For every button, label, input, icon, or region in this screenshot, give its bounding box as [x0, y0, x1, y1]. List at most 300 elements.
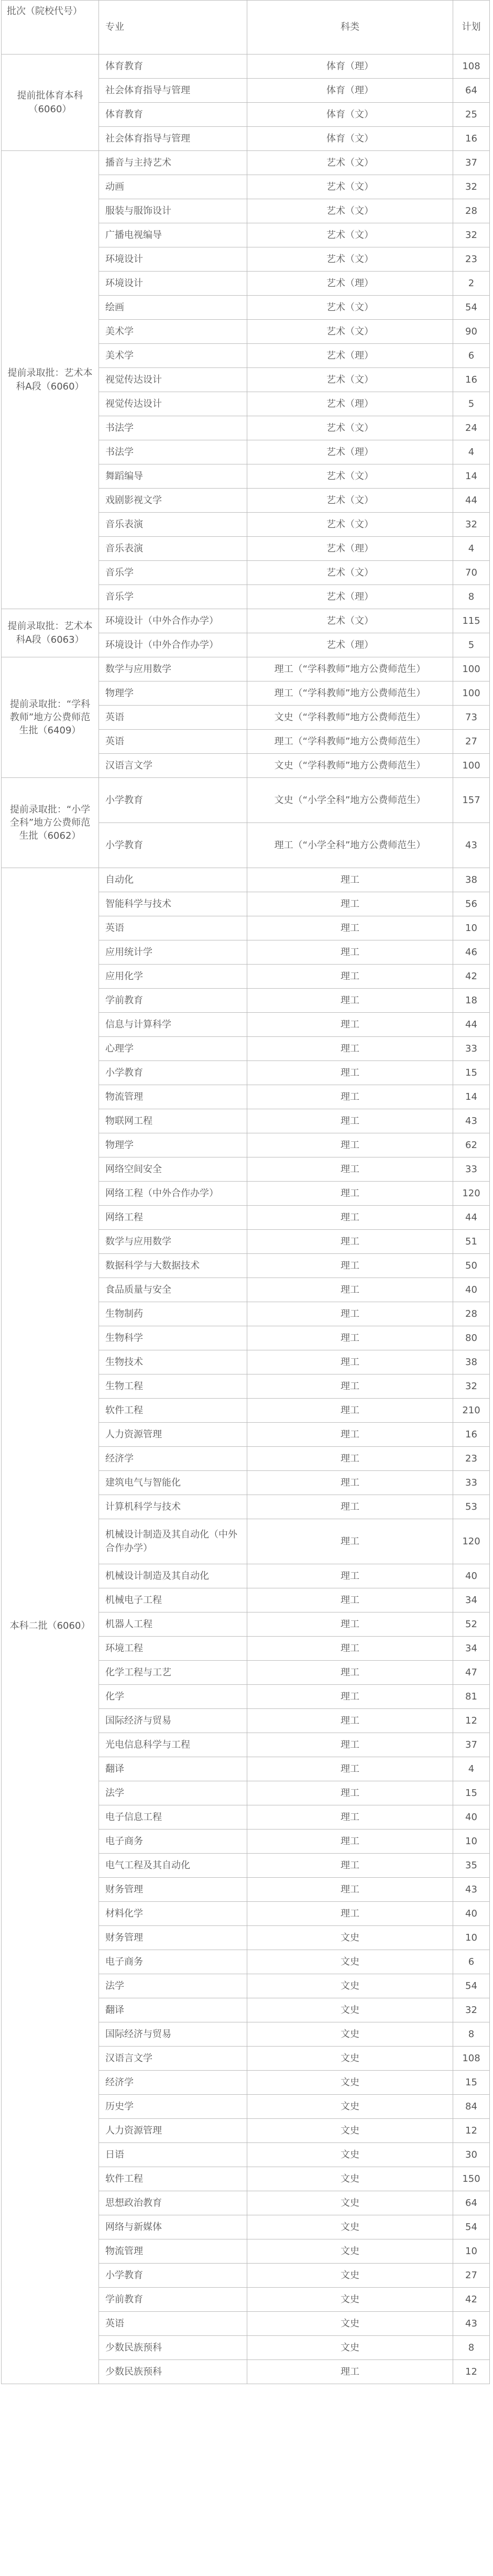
category-cell: 理工 [247, 1182, 453, 1206]
major-cell: 机械电子工程 [99, 1588, 247, 1612]
major-cell: 播音与主持艺术 [99, 151, 247, 175]
category-cell: 理工 [247, 1447, 453, 1471]
category-cell: 文史 [247, 2047, 453, 2071]
major-cell: 戏剧影视文学 [99, 489, 247, 513]
category-cell: 理工 [247, 916, 453, 940]
category-cell: 理工（“学科教师”地方公费师范生） [247, 730, 453, 754]
major-cell: 英语 [99, 706, 247, 730]
category-cell: 理工 [247, 892, 453, 916]
major-cell: 翻译 [99, 1998, 247, 2022]
major-cell: 化学工程与工艺 [99, 1661, 247, 1685]
plan-cell: 16 [453, 368, 490, 392]
table-row [2, 609, 490, 633]
plan-cell: 100 [453, 681, 490, 706]
major-cell: 音乐学 [99, 585, 247, 609]
category-cell: 文史 [247, 2119, 453, 2143]
category-cell: 理工（“学科教师”地方公费师范生） [247, 657, 453, 681]
category-cell: 艺术（理） [247, 537, 453, 561]
table-row [2, 151, 490, 175]
major-cell: 材料化学 [99, 1902, 247, 1926]
plan-cell: 27 [453, 2264, 490, 2288]
category-cell: 理工 [247, 2360, 453, 2384]
table-row [2, 657, 490, 681]
plan-cell: 32 [453, 175, 490, 199]
plan-cell: 84 [453, 2095, 490, 2119]
category-cell: 文史 [247, 2215, 453, 2239]
plan-cell: 50 [453, 1254, 490, 1278]
category-cell: 艺术（文） [247, 223, 453, 247]
category-cell: 艺术（文） [247, 296, 453, 320]
category-cell: 理工 [247, 1805, 453, 1830]
category-cell: 理工 [247, 1326, 453, 1350]
plan-cell: 44 [453, 1206, 490, 1230]
major-cell: 社会体育指导与管理 [99, 79, 247, 103]
major-cell: 少数民族预科 [99, 2336, 247, 2360]
category-cell: 艺术（文） [247, 247, 453, 272]
major-cell: 智能科学与技术 [99, 892, 247, 916]
plan-cell: 73 [453, 706, 490, 730]
category-cell: 理工 [247, 1878, 453, 1902]
major-cell: 信息与计算科学 [99, 1013, 247, 1037]
category-cell: 体育（文） [247, 103, 453, 127]
major-cell: 书法学 [99, 440, 247, 464]
major-cell: 少数民族预科 [99, 2360, 247, 2384]
major-cell: 思想政治教育 [99, 2191, 247, 2215]
major-cell: 物联网工程 [99, 1109, 247, 1133]
plan-cell: 62 [453, 1133, 490, 1157]
header-plan: 计划 [453, 1, 490, 55]
plan-cell: 6 [453, 1950, 490, 1974]
plan-cell: 34 [453, 1588, 490, 1612]
plan-cell: 28 [453, 199, 490, 223]
major-cell: 生物工程 [99, 1374, 247, 1399]
plan-cell: 51 [453, 1230, 490, 1254]
category-cell: 理工 [247, 1013, 453, 1037]
major-cell: 物流管理 [99, 1085, 247, 1109]
plan-cell: 47 [453, 1661, 490, 1685]
major-cell: 人力资源管理 [99, 1423, 247, 1447]
category-cell: 理工 [247, 1157, 453, 1182]
plan-cell: 32 [453, 223, 490, 247]
major-cell: 网络工程 [99, 1206, 247, 1230]
plan-cell: 15 [453, 1061, 490, 1085]
major-cell: 动画 [99, 175, 247, 199]
category-cell: 理工 [247, 1302, 453, 1326]
batch-cell: 本科二批（6060） [2, 868, 99, 2384]
major-cell: 英语 [99, 730, 247, 754]
major-cell: 物理学 [99, 1133, 247, 1157]
plan-cell: 10 [453, 2239, 490, 2264]
plan-cell: 40 [453, 1564, 490, 1588]
category-cell: 理工 [247, 1423, 453, 1447]
major-cell: 经济学 [99, 2071, 247, 2095]
major-cell: 舞蹈编导 [99, 464, 247, 489]
plan-cell: 8 [453, 2336, 490, 2360]
category-cell: 理工 [247, 1637, 453, 1661]
category-cell: 理工 [247, 1733, 453, 1757]
major-cell: 日语 [99, 2143, 247, 2167]
plan-cell: 157 [453, 778, 490, 823]
plan-cell: 8 [453, 2022, 490, 2047]
category-cell: 理工 [247, 1495, 453, 1519]
major-cell: 国际经济与贸易 [99, 2022, 247, 2047]
category-cell: 理工 [247, 1564, 453, 1588]
major-cell: 软件工程 [99, 2167, 247, 2191]
major-cell: 心理学 [99, 1037, 247, 1061]
category-cell: 文史 [247, 2191, 453, 2215]
batch-cell: 提前录取批：“小学全科”地方公费师范生批（6062） [2, 778, 99, 868]
category-cell: 理工 [247, 1037, 453, 1061]
category-cell: 理工 [247, 1781, 453, 1805]
major-cell: 学前教育 [99, 2288, 247, 2312]
category-cell: 体育（理） [247, 79, 453, 103]
major-cell: 机械设计制造及其自动化（中外合作办学） [99, 1519, 247, 1564]
category-cell: 理工 [247, 1254, 453, 1278]
category-cell: 艺术（文） [247, 489, 453, 513]
plan-cell: 16 [453, 127, 490, 151]
major-cell: 音乐表演 [99, 513, 247, 537]
major-cell: 法学 [99, 1781, 247, 1805]
major-cell: 物理学 [99, 681, 247, 706]
plan-cell: 90 [453, 320, 490, 344]
category-cell: 艺术（文） [247, 464, 453, 489]
major-cell: 财务管理 [99, 1926, 247, 1950]
major-cell: 应用化学 [99, 965, 247, 989]
category-cell: 艺术（理） [247, 585, 453, 609]
plan-cell: 33 [453, 1157, 490, 1182]
category-cell: 理工 [247, 965, 453, 989]
category-cell: 艺术（文） [247, 175, 453, 199]
category-cell: 理工 [247, 1612, 453, 1637]
category-cell: 理工 [247, 1854, 453, 1878]
category-cell: 理工 [247, 1399, 453, 1423]
plan-cell: 37 [453, 151, 490, 175]
category-cell: 艺术（文） [247, 609, 453, 633]
category-cell: 文史 [247, 2288, 453, 2312]
plan-cell: 14 [453, 464, 490, 489]
major-cell: 国际经济与贸易 [99, 1709, 247, 1733]
table-row [2, 55, 490, 79]
category-cell: 理工 [247, 1588, 453, 1612]
category-cell: 文史（“学科教师”地方公费师范生） [247, 754, 453, 778]
category-cell: 理工 [247, 1278, 453, 1302]
plan-cell: 42 [453, 2288, 490, 2312]
major-cell: 数据科学与大数据技术 [99, 1254, 247, 1278]
table-body [2, 55, 490, 2384]
category-cell: 理工 [247, 1230, 453, 1254]
major-cell: 音乐表演 [99, 537, 247, 561]
major-cell: 历史学 [99, 2095, 247, 2119]
major-cell: 网络工程（中外合作办学） [99, 1182, 247, 1206]
category-cell: 理工 [247, 868, 453, 892]
plan-cell: 70 [453, 561, 490, 585]
major-cell: 环境设计（中外合作办学） [99, 633, 247, 657]
major-cell: 英语 [99, 916, 247, 940]
plan-cell: 33 [453, 1471, 490, 1495]
plan-cell: 43 [453, 2312, 490, 2336]
major-cell: 英语 [99, 2312, 247, 2336]
plan-cell: 120 [453, 1519, 490, 1564]
major-cell: 视觉传达设计 [99, 368, 247, 392]
category-cell: 文史 [247, 2239, 453, 2264]
plan-cell: 43 [453, 823, 490, 868]
batch-cell: 提前录取批：艺术本科A段（6063） [2, 609, 99, 657]
plan-cell: 8 [453, 585, 490, 609]
plan-cell: 16 [453, 1423, 490, 1447]
major-cell: 环境设计 [99, 272, 247, 296]
plan-cell: 34 [453, 1637, 490, 1661]
plan-cell: 14 [453, 1085, 490, 1109]
plan-cell: 30 [453, 2143, 490, 2167]
category-cell: 理工 [247, 1085, 453, 1109]
category-cell: 文史 [247, 2071, 453, 2095]
category-cell: 文史 [247, 2167, 453, 2191]
major-cell: 计算机科学与技术 [99, 1495, 247, 1519]
major-cell: 美术学 [99, 320, 247, 344]
major-cell: 电子商务 [99, 1950, 247, 1974]
category-cell: 文史（“学科教师”地方公费师范生） [247, 706, 453, 730]
plan-cell: 38 [453, 1350, 490, 1374]
category-cell: 艺术（文） [247, 561, 453, 585]
plan-cell: 25 [453, 103, 490, 127]
plan-cell: 108 [453, 2047, 490, 2071]
category-cell: 艺术（理） [247, 633, 453, 657]
category-cell: 理工 [247, 1902, 453, 1926]
header-row [2, 1, 490, 55]
major-cell: 书法学 [99, 416, 247, 440]
category-cell: 理工 [247, 1757, 453, 1781]
category-cell: 艺术（文） [247, 320, 453, 344]
major-cell: 人力资源管理 [99, 2119, 247, 2143]
plan-cell: 40 [453, 1278, 490, 1302]
major-cell: 机器人工程 [99, 1612, 247, 1637]
category-cell: 艺术（理） [247, 440, 453, 464]
plan-cell: 15 [453, 2071, 490, 2095]
plan-cell: 120 [453, 1182, 490, 1206]
plan-cell: 15 [453, 1781, 490, 1805]
major-cell: 应用统计学 [99, 940, 247, 965]
major-cell: 数学与应用数学 [99, 657, 247, 681]
category-cell: 文史 [247, 1950, 453, 1974]
plan-cell: 46 [453, 940, 490, 965]
major-cell: 财务管理 [99, 1878, 247, 1902]
batch-cell: 提前录取批：艺术本科A段（6060） [2, 151, 99, 609]
major-cell: 社会体育指导与管理 [99, 127, 247, 151]
plan-cell: 54 [453, 1974, 490, 1998]
plan-cell: 23 [453, 1447, 490, 1471]
category-cell: 理工 [247, 1133, 453, 1157]
category-cell: 理工 [247, 1685, 453, 1709]
category-cell: 理工 [247, 1830, 453, 1854]
category-cell: 艺术（文） [247, 199, 453, 223]
plan-cell: 12 [453, 2360, 490, 2384]
major-cell: 化学 [99, 1685, 247, 1709]
major-cell: 视觉传达设计 [99, 392, 247, 416]
category-cell: 文史 [247, 1998, 453, 2022]
plan-cell: 4 [453, 537, 490, 561]
plan-cell: 32 [453, 1374, 490, 1399]
major-cell: 环境工程 [99, 1637, 247, 1661]
plan-cell: 12 [453, 1709, 490, 1733]
category-cell: 理工 [247, 1661, 453, 1685]
major-cell: 学前教育 [99, 989, 247, 1013]
plan-cell: 100 [453, 657, 490, 681]
plan-cell: 4 [453, 1757, 490, 1781]
major-cell: 小学教育 [99, 823, 247, 868]
major-cell: 广播电视编导 [99, 223, 247, 247]
plan-cell: 40 [453, 1805, 490, 1830]
major-cell: 生物技术 [99, 1350, 247, 1374]
table-row [2, 778, 490, 823]
plan-cell: 5 [453, 633, 490, 657]
major-cell: 网络与新媒体 [99, 2215, 247, 2239]
major-cell: 环境设计（中外合作办学） [99, 609, 247, 633]
plan-cell: 10 [453, 916, 490, 940]
header-batch: 批次（院校代号） [2, 1, 99, 55]
plan-cell: 64 [453, 79, 490, 103]
plan-cell: 33 [453, 1037, 490, 1061]
plan-cell: 81 [453, 1685, 490, 1709]
major-cell: 小学教育 [99, 778, 247, 823]
table-header [2, 1, 490, 55]
category-cell: 理工（“小学全科”地方公费师范生） [247, 823, 453, 868]
category-cell: 理工 [247, 1061, 453, 1085]
major-cell: 美术学 [99, 344, 247, 368]
plan-cell: 18 [453, 989, 490, 1013]
plan-cell: 43 [453, 1878, 490, 1902]
major-cell: 生物制药 [99, 1302, 247, 1326]
plan-cell: 150 [453, 2167, 490, 2191]
plan-cell: 53 [453, 1495, 490, 1519]
major-cell: 网络空间安全 [99, 1157, 247, 1182]
category-cell: 艺术（理） [247, 272, 453, 296]
major-cell: 食品质量与安全 [99, 1278, 247, 1302]
category-cell: 理工 [247, 1709, 453, 1733]
category-cell: 理工（“学科教师”地方公费师范生） [247, 681, 453, 706]
plan-cell: 115 [453, 609, 490, 633]
major-cell: 电气工程及其自动化 [99, 1854, 247, 1878]
category-cell: 艺术（文） [247, 513, 453, 537]
major-cell: 经济学 [99, 1447, 247, 1471]
major-cell: 体育教育 [99, 55, 247, 79]
major-cell: 小学教育 [99, 1061, 247, 1085]
major-cell: 绘画 [99, 296, 247, 320]
plan-cell: 35 [453, 1854, 490, 1878]
plan-cell: 108 [453, 55, 490, 79]
category-cell: 文史 [247, 2022, 453, 2047]
category-cell: 文史 [247, 2312, 453, 2336]
category-cell: 艺术（文） [247, 368, 453, 392]
batch-cell: 提前批体育本科（6060） [2, 55, 99, 151]
plan-cell: 23 [453, 247, 490, 272]
header-major: 专业 [99, 1, 247, 55]
plan-cell: 64 [453, 2191, 490, 2215]
major-cell: 电子信息工程 [99, 1805, 247, 1830]
plan-cell: 43 [453, 1109, 490, 1133]
plan-cell: 24 [453, 416, 490, 440]
category-cell: 艺术（文） [247, 416, 453, 440]
major-cell: 小学教育 [99, 2264, 247, 2288]
plan-cell: 4 [453, 440, 490, 464]
major-cell: 音乐学 [99, 561, 247, 585]
category-cell: 理工 [247, 1206, 453, 1230]
plan-cell: 32 [453, 513, 490, 537]
major-cell: 服装与服饰设计 [99, 199, 247, 223]
plan-cell: 38 [453, 868, 490, 892]
major-cell: 光电信息科学与工程 [99, 1733, 247, 1757]
plan-cell: 6 [453, 344, 490, 368]
plan-cell: 54 [453, 2215, 490, 2239]
plan-cell: 44 [453, 489, 490, 513]
category-cell: 文史（“小学全科”地方公费师范生） [247, 778, 453, 823]
category-cell: 文史 [247, 2143, 453, 2167]
major-cell: 体育教育 [99, 103, 247, 127]
category-cell: 艺术（文） [247, 151, 453, 175]
category-cell: 理工 [247, 1109, 453, 1133]
plan-cell: 52 [453, 1612, 490, 1637]
major-cell: 机械设计制造及其自动化 [99, 1564, 247, 1588]
major-cell: 电子商务 [99, 1830, 247, 1854]
plan-cell: 32 [453, 1998, 490, 2022]
major-cell: 自动化 [99, 868, 247, 892]
major-cell: 法学 [99, 1974, 247, 1998]
major-cell: 建筑电气与智能化 [99, 1471, 247, 1495]
category-cell: 文史 [247, 2095, 453, 2119]
plan-cell: 5 [453, 392, 490, 416]
major-cell: 软件工程 [99, 1399, 247, 1423]
category-cell: 理工 [247, 1471, 453, 1495]
major-cell: 翻译 [99, 1757, 247, 1781]
batch-cell: 提前录取批：“学科教师”地方公费师范生批（6409） [2, 657, 99, 778]
major-cell: 数学与应用数学 [99, 1230, 247, 1254]
plan-cell: 100 [453, 754, 490, 778]
plan-cell: 54 [453, 296, 490, 320]
plan-cell: 2 [453, 272, 490, 296]
admission-plan-table [1, 0, 490, 2384]
major-cell: 汉语言文学 [99, 2047, 247, 2071]
plan-cell: 44 [453, 1013, 490, 1037]
plan-cell: 42 [453, 965, 490, 989]
header-category: 科类 [247, 1, 453, 55]
major-cell: 物流管理 [99, 2239, 247, 2264]
category-cell: 文史 [247, 2264, 453, 2288]
category-cell: 艺术（理） [247, 392, 453, 416]
category-cell: 体育（文） [247, 127, 453, 151]
major-cell: 生物科学 [99, 1326, 247, 1350]
major-cell: 环境设计 [99, 247, 247, 272]
plan-cell: 27 [453, 730, 490, 754]
table-row [2, 868, 490, 892]
category-cell: 理工 [247, 940, 453, 965]
category-cell: 艺术（理） [247, 344, 453, 368]
plan-cell: 210 [453, 1399, 490, 1423]
category-cell: 文史 [247, 1974, 453, 1998]
plan-cell: 40 [453, 1902, 490, 1926]
category-cell: 文史 [247, 1926, 453, 1950]
plan-cell: 37 [453, 1733, 490, 1757]
plan-cell: 12 [453, 2119, 490, 2143]
plan-cell: 80 [453, 1326, 490, 1350]
category-cell: 理工 [247, 1374, 453, 1399]
category-cell: 理工 [247, 989, 453, 1013]
plan-cell: 10 [453, 1926, 490, 1950]
category-cell: 体育（理） [247, 55, 453, 79]
category-cell: 理工 [247, 1350, 453, 1374]
category-cell: 文史 [247, 2336, 453, 2360]
plan-cell: 56 [453, 892, 490, 916]
plan-cell: 28 [453, 1302, 490, 1326]
category-cell: 理工 [247, 1519, 453, 1564]
